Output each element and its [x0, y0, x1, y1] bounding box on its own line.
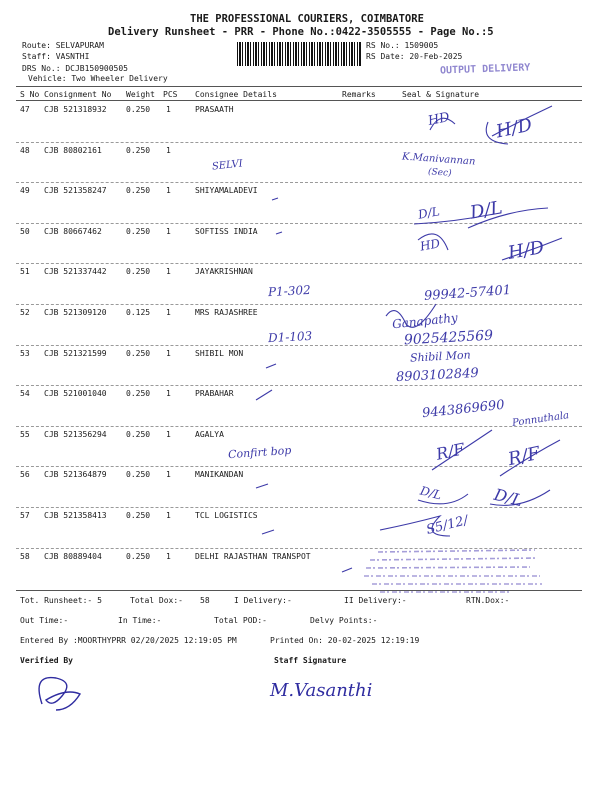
staff: Staff: VASNTHI: [22, 52, 90, 61]
row-weight: 0.250: [126, 389, 151, 399]
row-consignee: TCL LOGISTICS: [195, 511, 258, 520]
row-consignee: SHIBIL MON: [195, 348, 244, 358]
stroke-52: [386, 304, 436, 327]
row-weight: 0.250: [126, 105, 151, 114]
row-sno: 47: [20, 105, 30, 114]
sig-54: Ponnuthala: [511, 410, 570, 429]
sig-57: S5/12/: [424, 513, 470, 538]
sig-52: Ganapathy: [391, 310, 459, 332]
sig-rf-55a: R/F: [434, 439, 467, 464]
row-pcs: 1: [166, 511, 171, 520]
col-seal-signature: Seal & Signature: [402, 90, 480, 99]
row-consignee: JAYAKRISHNAN: [195, 267, 253, 277]
row-pcs: 1: [166, 267, 171, 277]
sig-hd-50b: H/D: [506, 237, 546, 264]
drs-no: DRS No.: DCJB150900505: [22, 64, 128, 73]
sig-dl-56a: D/L: [418, 483, 444, 503]
row-consignee: SHIYAMALADEVI: [195, 186, 258, 196]
row-sno: 58: [20, 551, 30, 561]
col-weight: Weight: [126, 90, 155, 99]
runsheet-subtitle: Delivery Runsheet - PRR - Phone No.:0422-3505555 - Page No.:5: [108, 26, 494, 38]
row-consignment-no: CJB 521321599: [44, 348, 107, 358]
rs-date: RS Date: 20-Feb-2025: [366, 52, 463, 61]
row-pcs: 1: [166, 389, 171, 399]
row-consignment-no: CJB 521358413: [44, 511, 107, 520]
row-sno: 49: [20, 186, 30, 196]
row-consignment-no: CJB 80889404: [44, 551, 102, 561]
stroke-55: [432, 430, 560, 476]
row-sno: 51: [20, 267, 30, 277]
row-consignment-no: CJB 521309120: [44, 308, 107, 317]
row-pcs: 1: [166, 145, 171, 155]
remark-52: D1-103: [267, 328, 313, 346]
printed-on: Printed On: 20-02-2025 12:19:19: [270, 636, 420, 645]
entered-by: Entered By :MOORTHYPRR 02/20/2025 12:19:05 PM: [20, 636, 237, 645]
row-weight: 0.250: [126, 511, 151, 520]
row-sno: 57: [20, 511, 30, 520]
row-weight: 0.125: [126, 308, 151, 317]
phone-52: 9025425569: [403, 327, 494, 349]
sig-53: Shibil Mon: [409, 348, 471, 365]
row-sno: 53: [20, 348, 30, 358]
sig-48-sec: (Sec): [427, 167, 452, 179]
row-consignment-no: CJB 521364879: [44, 470, 107, 480]
row-consignment-no: CJB 80667462: [44, 226, 102, 236]
stroke-56: [418, 490, 550, 505]
tick-56: [256, 484, 268, 488]
row-consignment-no: CJB 80802161: [44, 145, 102, 155]
col-consignee: Consignee Details: [195, 90, 277, 99]
tick-57: [262, 530, 274, 534]
footer-rule: [16, 590, 582, 591]
row-pcs: 1: [166, 105, 171, 114]
row-sno: 54: [20, 389, 30, 399]
sig-hd-50a: HD: [418, 236, 442, 254]
stroke-57: [380, 516, 450, 536]
rubber-stamp: [360, 546, 560, 602]
row-pcs: 1: [166, 551, 171, 561]
col-sno: S No: [20, 90, 40, 99]
row-consignee: MRS RAJASHREE: [195, 308, 258, 317]
rs-no: RS No.: 1509005: [366, 41, 439, 50]
total-dox-label: Total Dox:-: [130, 596, 183, 605]
tick-50: [276, 232, 282, 234]
row-pcs: 1: [166, 226, 171, 236]
rtn-dox: RTN.Dox:-: [466, 596, 510, 605]
row-pcs: 1: [166, 308, 171, 317]
row-pcs: 1: [166, 186, 171, 196]
row-consignee: DELHI RAJASTHAN TRANSPOT: [195, 551, 311, 561]
row-sno: 50: [20, 226, 30, 236]
tick-49: [272, 198, 278, 200]
sig-hd-47b: H/D: [494, 114, 534, 143]
col-remarks: Remarks: [342, 90, 376, 99]
out-time: Out Time:-: [20, 616, 69, 625]
row-weight: 0.250: [126, 186, 151, 196]
row-weight: 0.250: [126, 226, 151, 236]
row-consignment-no: CJB 521356294: [44, 429, 107, 439]
ii-delivery: II Delivery:-: [344, 596, 407, 605]
sig-rf-55b: R/F: [506, 442, 542, 471]
staff-signature: M.Vasanthi: [270, 680, 373, 701]
sig-48-name: K.Manivannan: [401, 151, 476, 168]
delivery-stamp: OUTPUT DELIVERY: [439, 62, 531, 77]
in-time: In Time:-: [118, 616, 162, 625]
row-pcs: 1: [166, 470, 171, 480]
row-pcs: 1: [166, 348, 171, 358]
row-weight: 0.250: [126, 470, 151, 480]
phone-53: 8903102849: [395, 365, 480, 386]
row-consignee: SOFTISS INDIA: [195, 226, 258, 236]
row-consignee: PRABAHAR: [195, 389, 234, 399]
staff-signature-label: Staff Signature: [274, 656, 347, 665]
row-sno: 55: [20, 429, 30, 439]
total-pod: Total POD:-: [214, 616, 267, 625]
row-consignment-no: CJB 521358247: [44, 186, 107, 196]
vehicle: Vehicle: Two Wheeler Delivery: [28, 74, 168, 83]
sig-48-consignee: SELVI: [211, 158, 244, 173]
row-weight: 0.250: [126, 348, 151, 358]
sig-dl-49b: D/L: [468, 197, 505, 224]
stroke-47: [430, 106, 552, 144]
row-consignment-no: CJB 521318932: [44, 105, 107, 114]
col-consignment: Consignment No: [44, 90, 112, 99]
row-consignment-no: CJB 521001040: [44, 389, 107, 399]
remark-51: P1-302: [267, 282, 312, 300]
route: Route: SELVAPURAM: [22, 41, 104, 50]
stroke-50: [418, 234, 562, 260]
sig-dl-56b: D/L: [492, 484, 525, 511]
stroke-49: [414, 208, 548, 228]
row-consignee: AGALYA: [195, 429, 224, 439]
row-sno: 56: [20, 470, 30, 480]
total-dox-value: 58: [200, 596, 210, 605]
row-weight: 0.250: [126, 145, 151, 155]
verified-signature: [30, 664, 110, 714]
row-consignee: MANIKANDAN: [195, 470, 244, 480]
company-name: THE PROFESSIONAL COURIERS, COIMBATORE: [190, 13, 424, 25]
col-pcs: PCS: [163, 90, 178, 99]
sig-dl-49a: D/L: [416, 204, 441, 222]
tick-58: [342, 568, 352, 572]
row-consignee: PRASAATH: [195, 105, 234, 114]
row-weight: 0.250: [126, 551, 151, 561]
verified-by: Verified By: [20, 656, 73, 665]
tick-54: [256, 390, 272, 400]
tick-53: [266, 364, 276, 368]
row-weight: 0.250: [126, 429, 151, 439]
row-sno: 52: [20, 308, 30, 317]
phone-54: 9443869690: [421, 397, 506, 422]
delvy-points: Delvy Points:-: [310, 616, 378, 625]
row-consignment-no: CJB 521337442: [44, 267, 107, 277]
row-weight: 0.250: [126, 267, 151, 277]
tot-runsheet: Tot. Runsheet:- 5: [20, 596, 102, 605]
row-sno: 48: [20, 145, 30, 155]
phone-51: 99942-57401: [423, 282, 512, 305]
sig-hd-47a: HD: [426, 109, 452, 130]
row-pcs: 1: [166, 429, 171, 439]
remark-55: Confirt bop: [227, 443, 292, 462]
i-delivery: I Delivery:-: [234, 596, 292, 605]
